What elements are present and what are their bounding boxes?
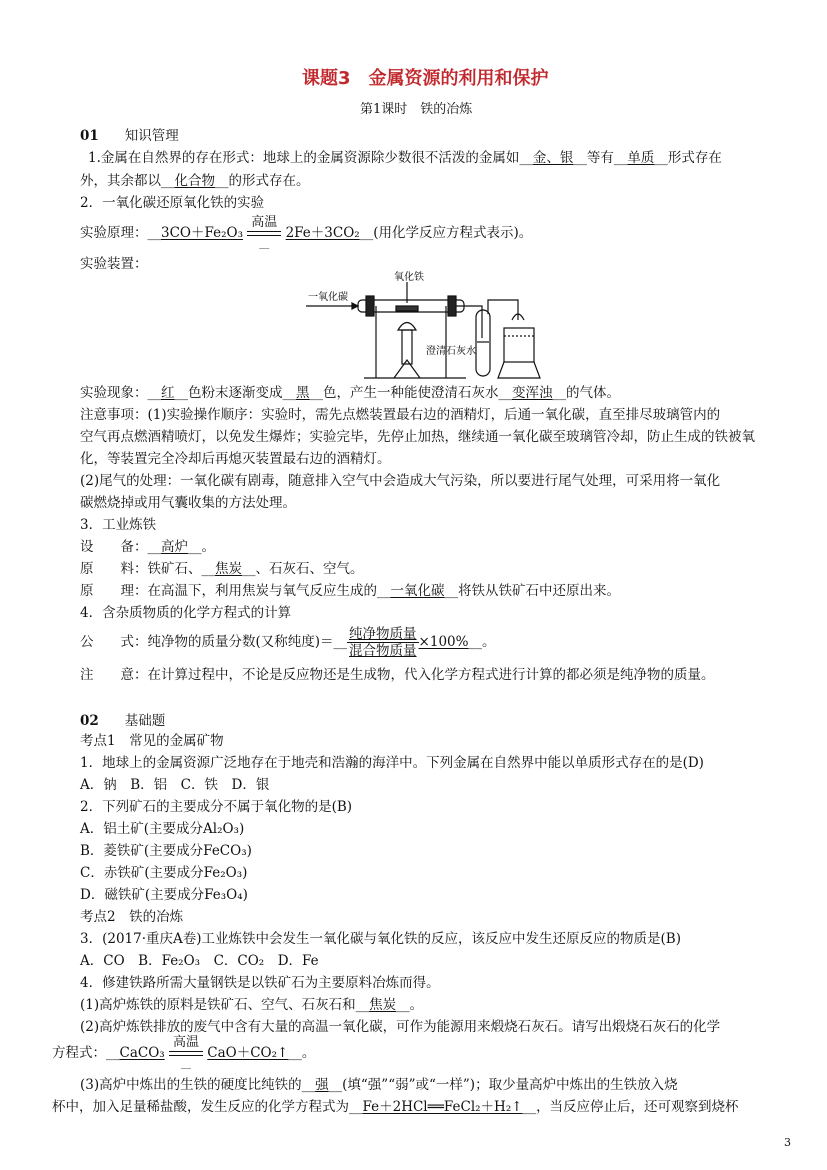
- formula-line: [80, 622, 495, 662]
- point1-heading: 考点1 常见的金属矿物: [80, 733, 224, 749]
- answer-blank: 高炉: [161, 539, 188, 555]
- text: 原 料：铁矿石、__: [80, 561, 215, 577]
- fraction-numerator: 纯净物质量: [349, 626, 417, 642]
- text: 实验原理：__: [80, 225, 161, 241]
- right-stopper: [448, 296, 456, 316]
- equation-rhs: 2Fe＋3CO₂: [285, 225, 360, 241]
- text: (1)高炉炼铁的原料是铁矿石、空气、石灰石和__: [80, 997, 370, 1013]
- text: (3)高炉中炼出的生铁的硬度比纯铁的__: [80, 1077, 316, 1093]
- item2-heading: 2．一氧化碳还原氧化铁的实验: [80, 195, 265, 211]
- text: __形式存在: [654, 150, 722, 166]
- answer-blank: 焦炭: [369, 997, 397, 1013]
- equation-lhs: CaCO₃: [119, 1045, 165, 1061]
- text: 设 备：__: [80, 539, 161, 555]
- item4-heading: 4．含杂质物质的化学方程式的计算: [80, 605, 292, 621]
- answer-blank: 单质: [627, 150, 655, 166]
- text: 公 式：纯净物的质量分数(又称纯度)＝__: [80, 634, 348, 650]
- text: __。: [396, 997, 424, 1013]
- answer-blank: 红: [161, 385, 175, 401]
- equals-sign: [169, 1051, 203, 1056]
- text: __的气体。: [552, 385, 620, 401]
- burner-base: [394, 360, 420, 378]
- equals-sign: [247, 231, 281, 236]
- note1-line1: 注意事项：(1)实验操作顺序：实验时，需先点燃装置最右边的酒精灯，后通一氧化碳，直至排尽玻璃管内的: [80, 407, 721, 423]
- question-4-part2: (2)高炉炼铁排放的废气中含有大量的高温一氧化碳，可作为能源用来煅烧石灰石。请写出煅烧石灰石的化学: [80, 1019, 721, 1035]
- text: 实验现象：__: [80, 385, 161, 401]
- item3-heading: 3．工业炼铁: [80, 517, 157, 533]
- text: ×100%: [418, 634, 469, 650]
- text: __(用化学反应方程式表示)。: [359, 225, 533, 241]
- question-2-option-c: C．赤铁矿(主要成分Fe₂O₃): [80, 865, 248, 881]
- right-burner-base: [498, 362, 540, 378]
- equation-rhs: CaO＋CO₂↑: [207, 1045, 289, 1061]
- text: 1.金属在自然界的存在形式：地球上的金属资源除少数很不活泼的金属如__: [88, 150, 533, 166]
- question-1: 1．地球上的金属资源广泛地存在于地壳和浩瀚的海洋中。下列金属在自然界中能以单质形式存在的是(D): [80, 755, 704, 771]
- principle-line: [80, 582, 620, 600]
- purity-fraction: [347, 626, 419, 659]
- answer-blank: 一氧化碳: [390, 583, 445, 599]
- question-2: 2．下列矿石的主要成分不属于氧化物的是(B): [80, 799, 353, 815]
- question-1-options: A．钠 B．铝 C．铁 D．银: [80, 777, 270, 793]
- answer-blank: 黑: [296, 385, 310, 401]
- fraction-denominator: 混合物质量: [349, 643, 417, 659]
- answer-blank: 变浑浊: [512, 385, 553, 401]
- condition-text: 高温: [251, 215, 278, 230]
- page-title: 课题3 金属资源的利用和保护: [302, 68, 549, 89]
- question-4-part3-line2: [52, 1098, 739, 1116]
- text: __。: [188, 539, 215, 555]
- fe2o3-label: 氧化铁: [394, 272, 424, 283]
- question-2-option-b: B．菱铁矿(主要成分FeCO₃): [80, 843, 252, 859]
- question-2-option-d: D．磁铁矿(主要成分Fe₃O₄): [80, 887, 248, 903]
- answer-blank: 焦炭: [215, 561, 242, 577]
- note1-line3: 化，等装置完全冷却后再熄灭装置最右边的酒精灯。: [80, 451, 391, 467]
- question-4-part3-line1: [80, 1076, 678, 1094]
- equation-lhs: 3CO＋Fe₂O₃: [161, 225, 243, 241]
- question-4: 4．修建铁路所需大量钢铁是以铁矿石为主要原料冶炼而得。: [80, 975, 440, 991]
- principle-equation: [80, 216, 532, 250]
- apparatus-label: 实验装置：: [80, 256, 148, 272]
- left-stopper: [366, 296, 374, 316]
- condition-text: 高温: [172, 1035, 199, 1050]
- answer-blank: Fe＋2HCl══FeCl₂＋H₂↑: [362, 1099, 523, 1115]
- section-name: 基础题: [124, 713, 166, 729]
- text: __色，产生一种能使澄清石灰水__: [309, 385, 512, 401]
- section-name: 知识管理: [124, 128, 179, 144]
- flame: [398, 323, 416, 331]
- note2-line2: 碳燃烧掉或用气囊收集的方法处理。: [80, 495, 296, 511]
- apparatus-figure: [306, 270, 546, 384]
- text: __将铁从铁矿石中还原出来。: [444, 583, 620, 599]
- equipment-line: [80, 538, 215, 556]
- test-tube: [476, 310, 490, 376]
- text: __色粉末逐渐变成__: [174, 385, 296, 401]
- arrow-head: [352, 303, 358, 309]
- page-number: 3: [784, 1136, 791, 1149]
- question-3-options: A．CO B．Fe₂O₃ C．CO₂ D．Fe: [80, 953, 319, 969]
- answer-blank: 金、银: [532, 150, 574, 166]
- item1-line1: [88, 149, 722, 167]
- co-label: 一氧化碳: [308, 292, 348, 303]
- point2-heading: 考点2 铁的冶炼: [80, 909, 184, 925]
- reaction-condition: 高温 __: [247, 217, 281, 250]
- text: __、石灰石、空气。: [242, 561, 364, 577]
- text: __，当反应停止后，还可观察到烧杯: [522, 1099, 739, 1115]
- calc-note: 注 意：在计算过程中，不论是反应物还是生成物，代入化学方程式进行计算的都必须是纯净物的质量。: [80, 667, 715, 683]
- note2-line1: (2)尾气的处理：一氧化碳有剧毒，随意排入空气中会造成大气污染，所以要进行尾气处理，可采用将一氧化: [80, 473, 721, 489]
- raw-material-line: [80, 560, 364, 578]
- section-number: 01: [80, 128, 99, 144]
- phenomenon-line: [80, 384, 620, 402]
- fe2o3-powder: [396, 306, 418, 311]
- question-4-part1: [80, 996, 423, 1014]
- text: __。: [468, 634, 496, 650]
- answer-blank: 强: [315, 1077, 329, 1093]
- answer-blank: 化合物: [174, 173, 215, 189]
- text: 原 理：在高温下，利用焦炭与氧气反应生成的__: [80, 583, 391, 599]
- right-burner: [504, 328, 534, 362]
- text: __(填“强”“弱”或“一样”)；取少量高炉中炼出的生铁放入烧: [328, 1077, 678, 1093]
- text: __等有__: [573, 150, 628, 166]
- limewater-label: 澄清石灰水: [426, 346, 476, 357]
- note1-line2: 空气再点燃酒精喷灯，以免发生爆炸；实验完毕，先停止加热，继续通一氧化碳至玻璃管冷却，防止生成的铁被氧: [80, 429, 755, 445]
- reaction-condition: 高温 __: [169, 1037, 203, 1070]
- text: 方程式：__: [52, 1045, 120, 1061]
- section-number: 02: [80, 713, 99, 729]
- section-heading-knowledge: [80, 127, 179, 145]
- text: 杯中，加入足量稀盐酸，发生反应的化学方程式为__: [52, 1099, 363, 1115]
- question-3: 3．(2017·重庆A卷)工业炼铁中会发生一氧化碳与氧化铁的反应，该反应中发生还原反应的物质是(B): [80, 931, 681, 947]
- limestone-equation: [52, 1036, 315, 1070]
- text: __的形式存在。: [215, 173, 310, 189]
- text: 外，其余都以__: [80, 173, 175, 189]
- section-heading-basic: [80, 712, 165, 730]
- text: __。: [288, 1045, 316, 1061]
- item1-line2: [80, 172, 310, 190]
- question-2-option-a: A．铝土矿(主要成分Al₂O₃): [80, 821, 245, 837]
- alcohol-burner: [402, 330, 412, 364]
- page-subtitle: 第1课时 铁的冶炼: [360, 102, 473, 117]
- outlet-tube: [456, 306, 482, 338]
